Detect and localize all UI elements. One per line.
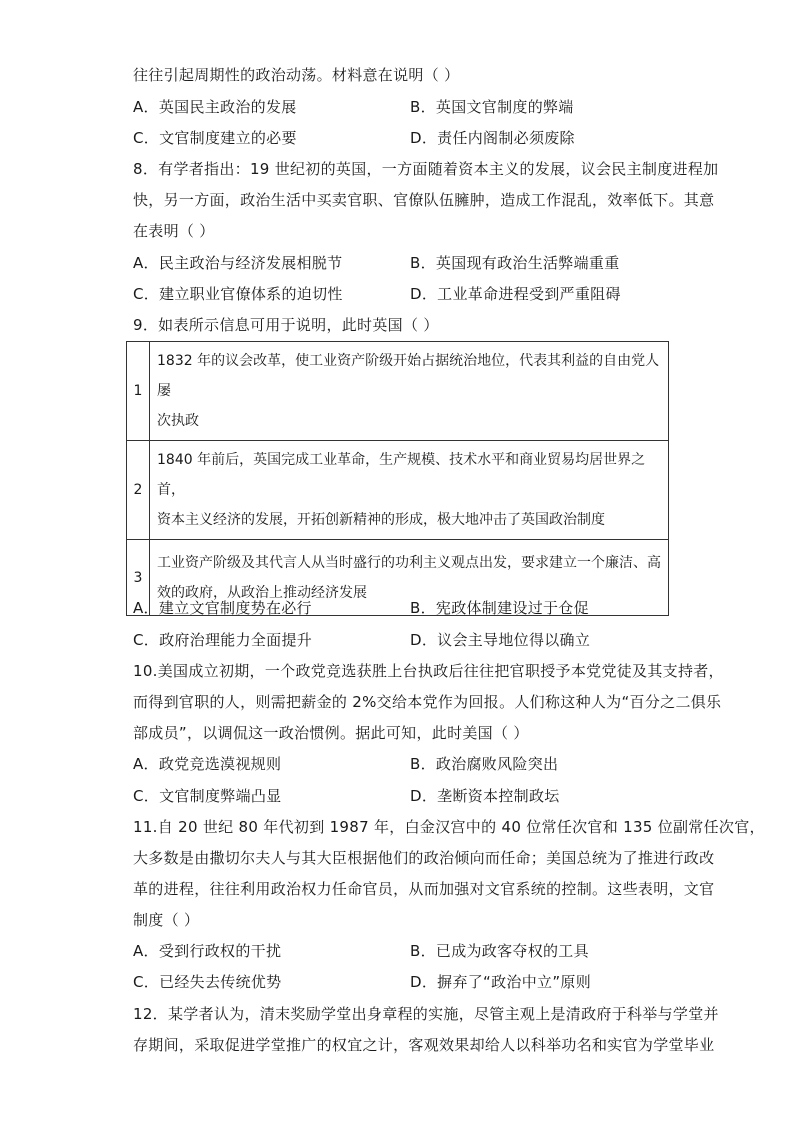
q8-option-a: A．民主政治与经济发展相脱节 xyxy=(133,254,343,272)
q11-stem-line-2: 大多数是由撒切尔夫人与其大臣根据他们的政治倾向而任命；美国总统为了推进行政改 xyxy=(133,849,715,867)
row-text-line: 1840 年前后，英国完成工业革命，生产规模、技术水平和商业贸易均居世界之首， xyxy=(157,452,646,498)
q10-stem-line-2: 而得到官职的人，则需把薪金的 2%交给本党作为回报。人们称这种人为“百分之二俱乐 xyxy=(133,693,722,711)
q7-option-d: D．责任内阁制必须废除 xyxy=(410,129,575,147)
q8-stem-line-1: 8．有学者指出：19 世纪初的英国，一方面随着资本主义的发展，议会民主制度进程加 xyxy=(133,160,719,178)
q11-option-c: C．已经失去传统优势 xyxy=(133,973,282,991)
q11-option-d: D．摒弃了“政治中立”原则 xyxy=(410,973,591,991)
q7-stem: 往往引起周期性的政治动荡。材料意在说明（ ） xyxy=(133,66,460,84)
q12-stem-line-2: 存期间，采取促进学堂推广的权宜之计，客观效果却给人以科举功名和实官为学堂毕业 xyxy=(133,1036,715,1054)
q7-option-b: B．英国文官制度的弊端 xyxy=(410,98,574,116)
row-text xyxy=(150,342,669,441)
table-row xyxy=(127,441,669,540)
row-text-line: 工业资产阶级及其代言人从当时盛行的功利主义观点出发，要求建立一个廉洁、高 xyxy=(157,554,661,571)
row-number: 2 xyxy=(127,441,150,540)
q10-option-d: D．垄断资本控制政坛 xyxy=(410,787,560,805)
q11-stem-line-3: 革的进程，往往利用政治权力任命官员，从而加强对文官系统的控制。这些表明，文官 xyxy=(133,880,715,898)
q9-stem: 9．如表所示信息可用于说明，此时英国（ ） xyxy=(133,316,439,334)
q10-option-c: C．文官制度弊端凸显 xyxy=(133,787,282,805)
q8-option-d: D．工业革命进程受到严重阻碍 xyxy=(410,285,621,303)
q9-option-b: B．宪政体制建设过于仓促 xyxy=(410,599,589,617)
q8-option-c: C．建立职业官僚体系的迫切性 xyxy=(133,285,343,303)
q9-option-c: C．政府治理能力全面提升 xyxy=(133,631,313,649)
row-text xyxy=(150,441,669,540)
table-row xyxy=(127,342,669,441)
q10-stem-line-3: 部成员”，以调侃这一政治惯例。据此可知，此时美国（ ） xyxy=(133,724,529,742)
q10-option-b: B．政治腐败风险突出 xyxy=(410,755,559,773)
q8-stem-line-3: 在表明（ ） xyxy=(133,222,215,240)
q12-stem-line-1: 12．某学者认为，清末奖励学堂出身章程的实施，尽管主观上是清政府于科举与学堂并 xyxy=(133,1005,719,1023)
q7-option-a: A．英国民主政治的发展 xyxy=(133,98,297,116)
q8-option-b: B．英国现有政治生活弊端重重 xyxy=(410,254,620,272)
q10-option-a: A．政党竞选漠视规则 xyxy=(133,755,282,773)
row-text-line: 次执政 xyxy=(157,413,199,429)
q11-option-a: A．受到行政权的干扰 xyxy=(133,942,282,960)
q8-stem-line-2: 快，另一方面，政治生活中买卖官职、官僚队伍臃肿，造成工作混乱，效率低下。其意 xyxy=(133,191,715,209)
q9-info-table xyxy=(126,341,669,616)
row-number: 3 xyxy=(127,540,150,616)
row-text-line: 效的政府，从政治上推动经济发展 xyxy=(157,584,367,601)
q11-stem-line-1: 11.自 20 世纪 80 年代初到 1987 年，白金汉宫中的 40 位常任次官和 135 位副常任次官， xyxy=(133,818,765,836)
q11-stem-line-4: 制度（ ） xyxy=(133,911,200,929)
row-text-line: 资本主义经济的发展，开拓创新精神的形成，极大地冲击了英国政治制度 xyxy=(157,512,605,528)
q11-option-b: B．已成为政客夺权的工具 xyxy=(410,942,589,960)
row-number: 1 xyxy=(127,342,150,441)
row-text-line: 1832 年的议会改革，使工业资产阶级开始占据统治地位，代表其利益的自由党人屡 xyxy=(157,353,660,399)
q7-option-c: C．文官制度建立的必要 xyxy=(133,129,297,147)
q9-option-a: A．建立文官制度势在必行 xyxy=(133,599,312,617)
q10-stem-line-1: 10.美国成立初期，一个政党竞选获胜上台执政后往往把官职授予本党党徒及其支持者， xyxy=(133,662,724,680)
q9-option-d: D．议会主导地位得以确立 xyxy=(410,631,591,649)
